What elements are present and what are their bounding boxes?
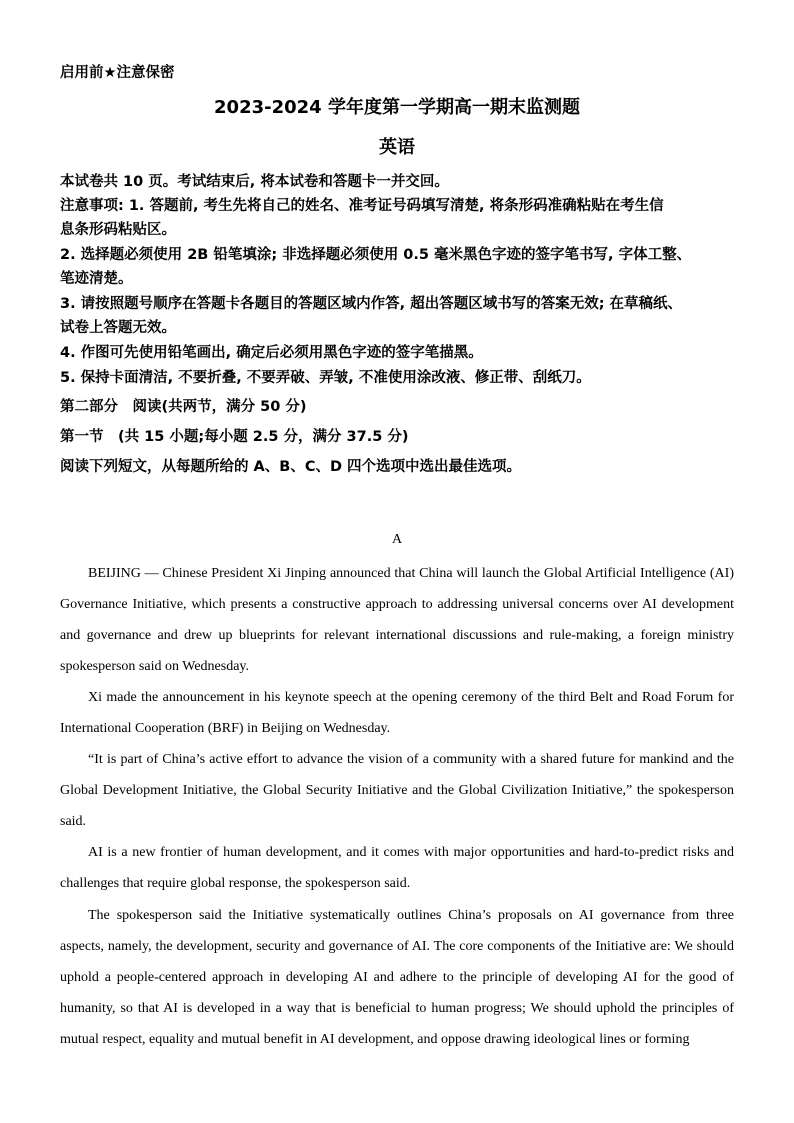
reading-direction: 阅读下列短文，从每题所给的 A、B、C、D 四个选项中选出最佳选项。 — [60, 459, 522, 475]
passage-paragraph: “It is part of China’s active effort to advance the vision of a community with a shared future for mankind and the Global Development Initiative, the Global Security Initiative and the Global Civilization Initiative,” the spokesperson said. — [60, 752, 734, 829]
passage-paragraph: Xi made the announcement in his keynote speech at the opening ceremony of the third Belt and Road Forum for International Cooperation (BRF) in Beijing on Wednesday. — [60, 690, 734, 736]
instruction-line: 5. 保持卡面清洁, 不要折叠, 不要弄破、弄皱, 不准使用涂改液、修正带、刮纸刀。 — [60, 370, 591, 386]
instruction-line: 试卷上答题无效。 — [60, 320, 176, 336]
exam-title: 2023-2024 学年度第一学期高一期末监测题 — [214, 97, 580, 118]
instruction-line: 息条形码粘贴区。 — [60, 222, 176, 238]
passage-paragraph: BEIJING — Chinese President Xi Jinping announced that China will launch the Global Artificial Intelligence (AI) Governance Initiative, which presents a constructive approach to addressing universal concerns over AI development and governance and drew up blueprints for relevant international discussions and rule-making, a foreign ministry spokesperson said on Wednesday. — [60, 566, 734, 674]
instruction-line: 注意事项: 1. 答题前, 考生先将自己的姓名、准考证号码填写清楚, 将条形码准确粘贴在考生信 — [60, 198, 664, 214]
instruction-line: 笔迹清楚。 — [60, 271, 133, 287]
passage-paragraph: The spokesperson said the Initiative systematically outlines China’s proposals on AI governance from three aspects, namely, the development, security and governance of AI. The core components of the Initiative are: We should uphold a people-centered approach in developing AI and adhere to the principle of developing AI for the good of humanity, so that AI is developed in a way that is beneficial to human progress; We should uphold the principles of mutual respect, equality and mutual benefit in AI development, and oppose drawing ideological lines or forming — [60, 908, 734, 1047]
instruction-line: 4. 作图可先使用铅笔画出, 确定后必须用黑色字迹的签字笔描黑。 — [60, 345, 483, 361]
passage-paragraph: AI is a new frontier of human development, and it comes with major opportunities and hard-to-predict risks and challenges that require global response, the spokesperson said. — [60, 845, 734, 891]
subject-title: 英语 — [379, 137, 415, 158]
section-heading: 第一节 (共 15 小题;每小题 2.5 分，满分 37.5 分) — [60, 429, 409, 445]
confidential-notice: 启用前★注意保密 — [60, 65, 175, 81]
instruction-line: 3. 请按照题号顺序在答题卡各题目的答题区域内作答, 超出答题区域书写的答案无效; 在草稿纸、 — [60, 296, 683, 312]
instruction-line: 2. 选择题必须使用 2B 铅笔填涂; 非选择题必须使用 0.5 毫米黑色字迹的签字笔书写, 字体工整、 — [60, 247, 692, 263]
instruction-line: 本试卷共 10 页。考试结束后, 将本试卷和答题卡一并交回。 — [60, 174, 449, 190]
part-heading: 第二部分 阅读(共两节，满分 50 分) — [60, 399, 307, 415]
passage-letter: A — [391, 532, 403, 547]
